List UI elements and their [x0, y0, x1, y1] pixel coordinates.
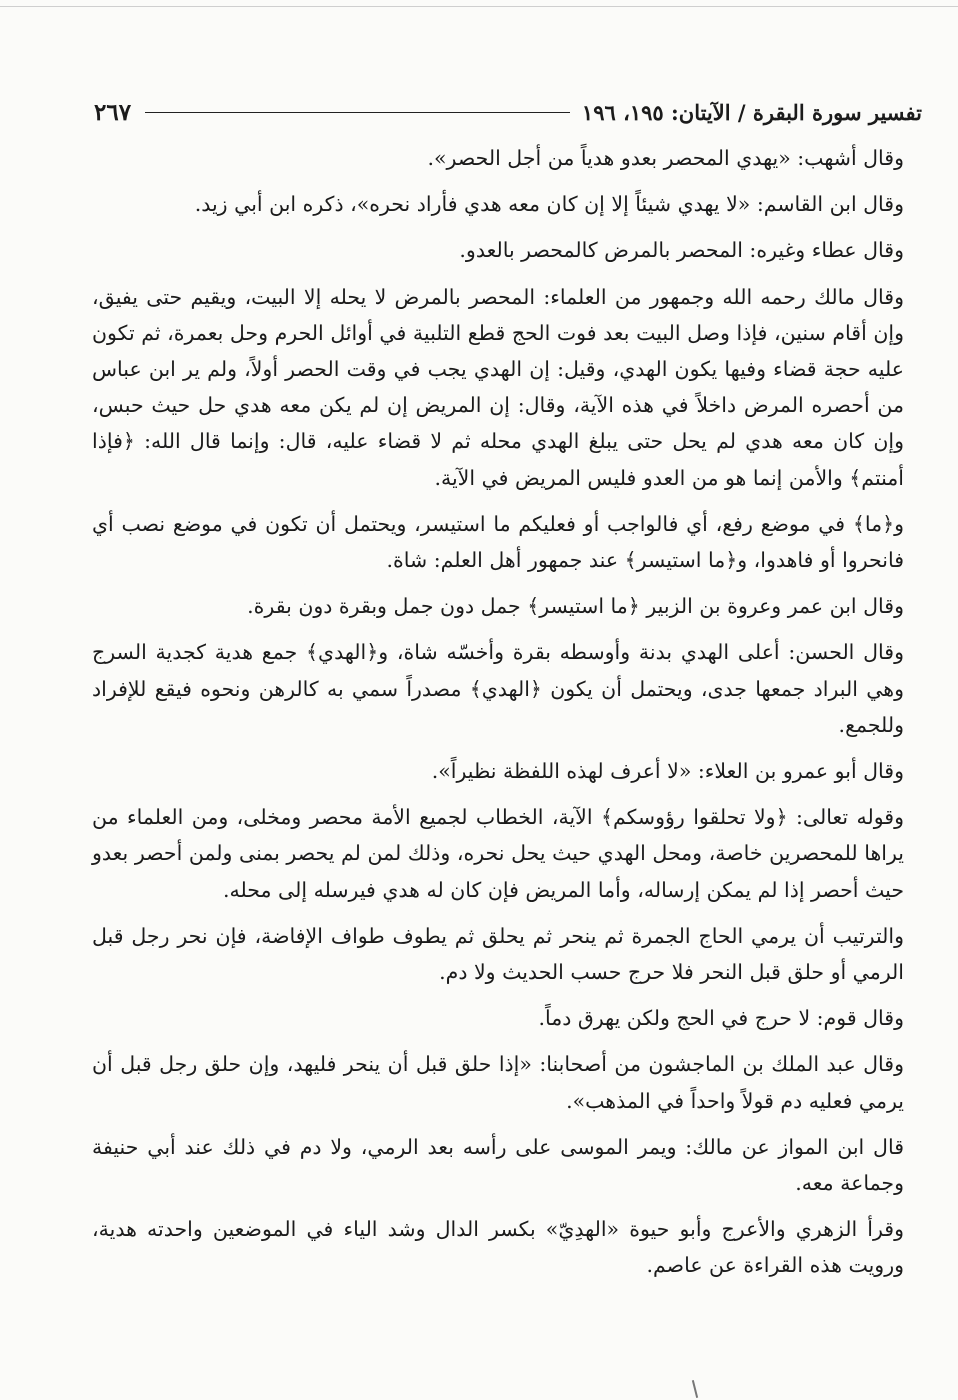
paragraph-qawm: وقال قوم: لا حرج في الحج ولكن يهرق دماً. [538, 1006, 904, 1031]
page-number: ٢٦٧ [94, 98, 132, 126]
paragraph-abd-almalik: وقال عبد الملك بن الماجشون من أصحابنا: «إذا حلق قبل أن ينحر فليهد، وإن حلق رجل قبل أن يرمي فعليه دم قولاً واحداً في المذهب». [92, 1052, 904, 1113]
paragraph-ma-istaysar: و﴿ما﴾ في موضع رفع، أي فالواجب أو فعليكم ما استيسر، ويحتمل أن تكون في موضع نصب أي فانحروا أو فاهدوا، و﴿ما استيسر﴾ عند جمهور أهل العلم: شاة. [92, 511, 904, 573]
running-title: تفسير سورة البقرة / الآيتان: ١٩٥، ١٩٦ [581, 99, 922, 125]
paragraph-alhasan: وقال الحسن: أعلى الهدي بدنة وأوسطه بقرة وأخسّه شاة، و﴿الهدي﴾ جمع هدية كجدية السرج وهي البراد جمعها جدى، ويحتمل أن يكون ﴿الهدي﴾ مصدراً سمي به كالرهن ونحوه فيقع للإفراد وللجمع. [92, 640, 904, 737]
paragraph-tartib: والترتيب أن يرمي الحاج الجمرة ثم ينحر ثم يحلق ثم يطوف طواف الإفاضة، فإن نحر رجل قبل الرمي أو حلق قبل النحر فلا حرج حسب الحديث ولا دم. [92, 923, 904, 985]
paragraph-ashhab: وقال أشهب: «يهدي المحصر بعدو هدياً من أجل الحصر». [427, 146, 904, 170]
document-page [92, 92, 922, 1372]
paragraph-la-tahliqu: وقوله تعالى: ﴿ولا تحلقوا رؤوسكم﴾ الآية، الخطاب لجميع الأمة محصر ومخلى، ومن العلماء من يراها للمحصرين خاصة، ومحل الهدي حيث يحل نحره، وذلك لمن لم يحصر بمنى ولمن أحصر بعدو حيث أحصر إذا لم يمكن إرساله، وأما المريض فإن كان له هدي فيرسله إلى محله. [92, 805, 904, 902]
running-header [92, 92, 922, 132]
paragraph-ata: وقال عطاء وغيره: المحصر بالمرض كالمحصر بالعدو. [459, 238, 904, 263]
header-rule [145, 112, 570, 113]
paragraph-malik: وقال مالك رحمه الله وجمهور من العلماء: المحصر بالمرض لا يحله إلا البيت، ويقيم حتى يفيق، وإن أقام سنين، فإذا وصل البيت بعد فوت الحج قطع التلبية في أوائل الحرم وحل بعمرة، ثم تكون عليه حجة قضاء وفيها يكون الهدي، وقيل: إن الهدي يجب في وقت الحصر أولاً، ولم ير ابن عباس من أحصره المرض داخلاً في هذه الآية، وقال: إن المريض إن لم يكن معه هدي حل حيث حبس، وإن كان معه هدي لم يحل حتى يبلغ الهدي محله ثم لا قضاء عليه، قال: وإنما قال الله: ﴿فإذا أمنتم﴾ والأمن إنما هو من العدو فليس المريض في الآية. [92, 284, 904, 490]
paragraph-ibn-umar: وقال ابن عمر وعروة بن الزبير ﴿ما استيسر﴾ جمل دون جمل وبقرة دون بقرة. [247, 594, 904, 619]
paragraph-abu-amr: وقال أبو عمرو بن العلاء: «لا أعرف لهذه اللفظة نظيراً». [431, 759, 904, 784]
paragraph-ibn-alqasim: وقال ابن القاسم: «لا يهدي شيئاً إلا إن كان معه هدي فأراد نحره»، ذكره ابن أبي زيد. [194, 192, 904, 217]
page-body [92, 140, 922, 1284]
scan-edge-line [0, 6, 958, 7]
paragraph-qiraa: وقرأ الزهري والأعرج وأبو حيوة «الهدِيّ» بكسر الدال وشد الياء في الموضعين واحدته هدية، ورويت هذه القراءة عن عاصم. [92, 1217, 904, 1278]
scan-artifact-mark [692, 1380, 698, 1398]
paragraph-ibn-almawwaz: قال ابن المواز عن مالك: ويمر الموسى على رأسه بعد الرمي، ولا دم في ذلك عند أبي حنيفة وجماعة معه. [92, 1134, 904, 1196]
